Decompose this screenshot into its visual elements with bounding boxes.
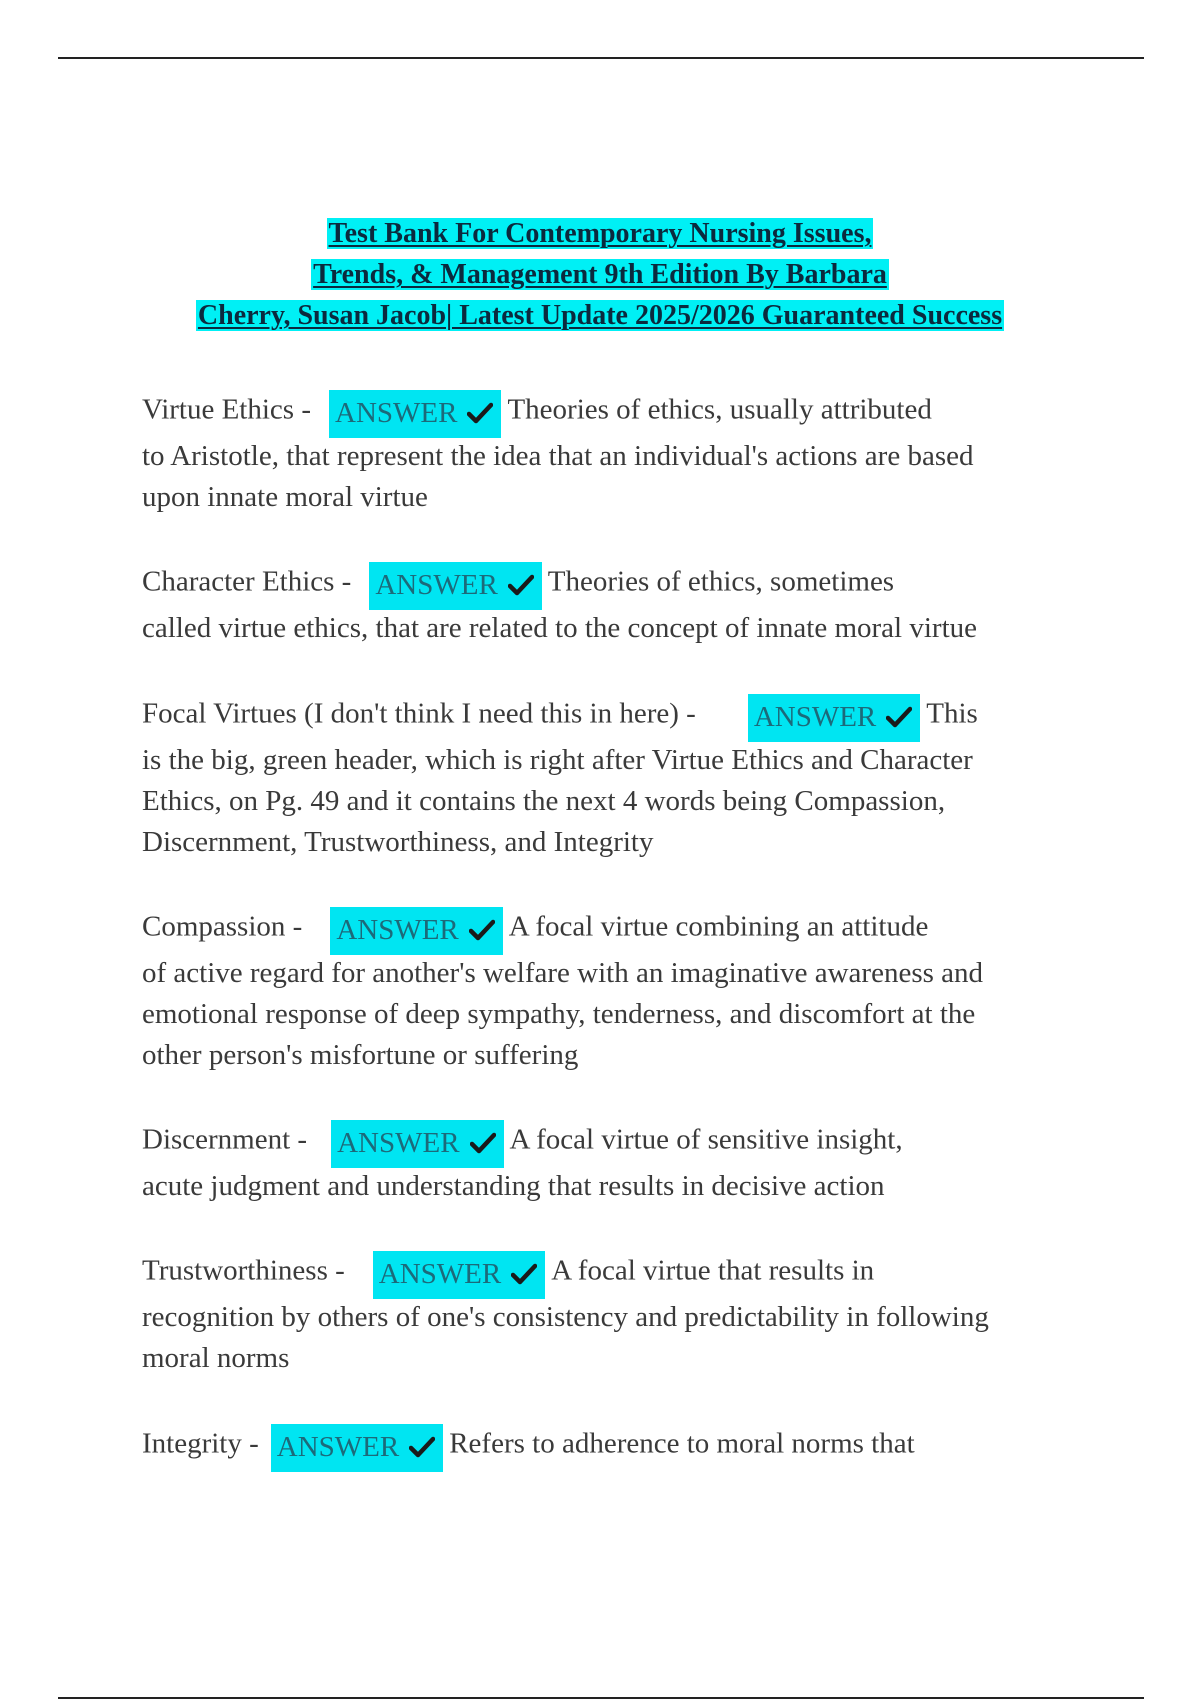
answer-badge: ANSWER xyxy=(748,694,920,742)
checkmark-icon xyxy=(469,919,495,941)
answer-badge: ANSWER xyxy=(330,907,502,955)
qa-entry-character-ethics xyxy=(142,560,1062,649)
term-label: Trustworthiness - xyxy=(142,1254,345,1287)
definition-line: This xyxy=(926,697,978,730)
definition-line: recognition by others of one's consistency and predictability in following xyxy=(142,1301,989,1333)
definition-line: is the big, green header, which is right after Virtue Ethics and Character xyxy=(142,744,973,776)
qa-entry-focal-virtues xyxy=(142,692,1062,863)
checkmark-icon xyxy=(470,1132,496,1154)
document-title xyxy=(100,213,1100,336)
definition-line: Theories of ethics, usually attributed xyxy=(507,393,932,426)
definition-line: Ethics, on Pg. 49 and it contains the next 4 words being Compassion, xyxy=(142,785,946,817)
answer-badge: ANSWER xyxy=(271,1424,443,1472)
checkmark-icon xyxy=(886,706,912,728)
checkmark-icon xyxy=(508,574,534,596)
definition-line: moral norms xyxy=(142,1342,290,1374)
top-rule xyxy=(58,57,1144,59)
term-label: Discernment - xyxy=(142,1123,308,1156)
checkmark-icon xyxy=(409,1436,435,1458)
definition-line: other person's misfortune or suffering xyxy=(142,1039,579,1071)
bottom-rule xyxy=(58,1697,1144,1699)
title-line: Trends, & Management 9th Edition By Barbara xyxy=(313,259,887,290)
definition-line: A focal virtue combining an attitude xyxy=(508,910,929,943)
definition-line: of active regard for another's welfare with an imaginative awareness and xyxy=(142,957,984,989)
answer-badge: ANSWER xyxy=(329,390,501,438)
term-label: Focal Virtues (I don't think I need this in here) - xyxy=(142,697,696,730)
checkmark-icon xyxy=(467,402,493,424)
title-line: Test Bank For Contemporary Nursing Issues, xyxy=(328,218,872,249)
term-label: Compassion - xyxy=(142,910,303,943)
definition-line: emotional response of deep sympathy, tenderness, and discomfort at the xyxy=(142,998,976,1030)
qa-entry-integrity xyxy=(142,1422,1062,1470)
definition-line: called virtue ethics, that are related to the concept of innate moral virtue xyxy=(142,612,977,644)
definition-line: Refers to adherence to moral norms that xyxy=(449,1427,915,1460)
definition-line: Discernment, Trustworthiness, and Integrity xyxy=(142,826,654,858)
definition-line: A focal virtue that results in xyxy=(551,1254,875,1287)
answer-badge: ANSWER xyxy=(331,1120,503,1168)
qa-entry-discernment xyxy=(142,1118,1062,1207)
definition-line: Theories of ethics, sometimes xyxy=(547,565,895,598)
definition-line: A focal virtue of sensitive insight, xyxy=(509,1123,903,1156)
answer-badge: ANSWER xyxy=(373,1251,545,1299)
term-label: Virtue Ethics - xyxy=(142,393,311,426)
checkmark-icon xyxy=(511,1263,537,1285)
title-line: Cherry, Susan Jacob| Latest Update 2025/2026 Guaranteed Success xyxy=(197,300,1003,331)
qa-entry-virtue-ethics xyxy=(142,388,1062,518)
definition-line: acute judgment and understanding that results in decisive action xyxy=(142,1170,885,1202)
answer-badge: ANSWER xyxy=(369,562,541,610)
term-label: Integrity - xyxy=(142,1427,259,1460)
definition-line: to Aristotle, that represent the idea that an individual's actions are based xyxy=(142,440,974,472)
term-label: Character Ethics - xyxy=(142,565,352,598)
qa-entry-compassion xyxy=(142,905,1062,1076)
qa-entry-trustworthiness xyxy=(142,1249,1062,1379)
definition-line: upon innate moral virtue xyxy=(142,481,428,513)
